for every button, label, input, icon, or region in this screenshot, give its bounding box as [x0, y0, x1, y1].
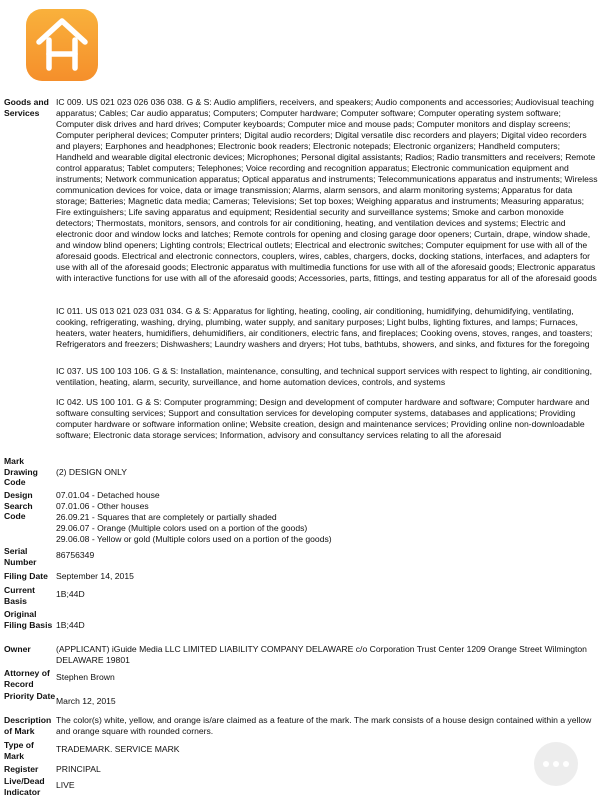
current-basis-label: Current Basis	[4, 585, 36, 606]
house-h-icon	[26, 9, 98, 81]
goods-services-label: Goods and Services	[4, 97, 49, 118]
description-label: Description of Mark	[4, 715, 52, 736]
filing-date-label: Filing Date	[4, 571, 48, 581]
goods-services-row	[4, 97, 598, 297]
mark-drawing-code-label: Mark Drawing Code	[4, 456, 38, 488]
design-search-code-label: Design Search Code	[4, 490, 33, 522]
more-options-icon-dot	[553, 761, 559, 767]
goods-services-ic009: IC 009. US 021 023 026 036 038. G & S: Audio amplifiers, receivers, and speakers; Audio components and accessories; Audiovisual teaching apparatus; Cables; Car audio apparatus; Computers; Computer hardware; Computer software; Computer operating system software; Computer disk drives and hard drives; Computer keyboards; Computer mice and mouse pads; Computer monitors and display screens; Computer peripheral devices; Computer printers; Digital audio recorders; Digital versatile disc recorders and players; Digital video recorders and players; Earphones and headphones; Electronic book readers; Electronic notepads; Electronic organizers; Handheld computers; Handheld and wearable digital electronic devices; Microphones; Personal digital assistants; Radios; Radio transmitters and receivers; Remote control apparatus; Tablet computers; Telephones; Voice recording and recognition apparatus; Electronic communication equipment and instruments; Network communication apparatus; Optical apparatus and instruments; Telecommunications apparatus and instruments; Wireless communication devices for voice, data or image transmission; Alarms, alarm sensors, and alarm monitoring systems; Apparatus for data storage; Batteries; Magnetic data media; Cameras; Televisions; Set top boxes; Weighing apparatus and instruments; Measuring apparatus; Fire extinguishers; Life saving apparatus and equipment; Residential security and surveillance systems; Smoke and carbon monoxide detectors; Thermostats, monitors, sensors, and controls for air conditioning, heating, and ventilation devices and systems; Electric and electronic door and window locks and latches; Remote controls for opening and closing garage door openers; Curtain, drape, window shade, and window blind openers; Lighting controls; Electrical outlets; Electrical and electronic switches; Computer equipment for use with all of the aforesaid goods. Electrical and electronic connectors, couplers, wires, cables, chargers, docks, docking stations, interfaces, and adapters for use with all of the aforesaid goods; Electronic apparatus with multimedia functions for use with all of the aforesaid goods; Electronic apparatus with interactive functions for use with all of the aforesaid goods; Accessories, parts, fittings, and testing apparatus for all of the aforesaid goods	[56, 97, 598, 283]
type-of-mark-value: TRADEMARK. SERVICE MARK	[56, 744, 180, 754]
design-code-line: 07.01.04 - Detached house	[56, 490, 160, 500]
type-of-mark-label: Type of Mark	[4, 740, 34, 761]
design-code-line: 29.06.08 - Yellow or gold (Multiple colors used on a portion of the goods)	[56, 534, 332, 544]
original-filing-basis-value: 1B;44D	[56, 620, 85, 630]
live-dead-value: LIVE	[56, 780, 75, 790]
serial-number-value: 86756349	[56, 550, 95, 560]
mark-drawing-code-value: (2) DESIGN ONLY	[56, 467, 127, 477]
register-value: PRINCIPAL	[56, 764, 101, 774]
priority-date-label: Priority Date	[4, 691, 56, 701]
attorney-label: Attorney of Record	[4, 668, 50, 689]
design-search-code-value	[56, 490, 598, 545]
goods-services-ic011: IC 011. US 013 021 023 031 034. G & S: Apparatus for lighting, heating, cooling, air conditioning, humidifying, dehumidifying, ventilating, cooking, refrigerating, washing, drying, plumbing, water supply, and sanitary purposes; Light bulbs, lighting fixtures, and lamps; Furnaces, heaters, water heaters, humidifiers, dehumidifiers, air conditioners, electric fans, and fireplaces; Cooking ovens, stoves, ranges, and toasters; Refrigerators and freezers; Dishwashers; Laundry washers and dryers; Hot tubs, bathtubs, showers, and sinks, and fixtures for the foregoing	[56, 306, 593, 349]
original-filing-basis-label: Original Filing Basis	[4, 609, 53, 630]
goods-services-ic037: IC 037. US 100 103 106. G & S: Installation, maintenance, consulting, and technical support services with respect to lighting, air conditioning, ventilation, heating, alarm, security, surveillance, and home automation devices, controls, and systems	[56, 366, 592, 387]
more-options-button[interactable]	[534, 742, 578, 786]
serial-number-label: Serial Number	[4, 546, 37, 567]
live-dead-label: Live/Dead Indicator	[4, 776, 45, 797]
owner-value: (APPLICANT) iGuide Media LLC LIMITED LIABILITY COMPANY DELAWARE c/o Corporation Trust Center 1209 Orange Street Wilmington DELAWARE 19801	[56, 644, 587, 665]
filing-date-value: September 14, 2015	[56, 571, 134, 581]
register-label: Register	[4, 764, 39, 774]
goods-services-ic042: IC 042. US 100 101. G & S: Computer programming; Design and development of computer hardware and software; Computer hardware and software consulting services; Support and consultation services for developing computer systems, databases and applications; Providing computer hardware or software information online; Website creation, design and maintenance services; Providing online non-downloadable software; Electronic data storage services; Information, advisory and consultancy services relating to all the aforesaid	[56, 397, 590, 440]
current-basis-value: 1B;44D	[56, 589, 85, 599]
description-value: The color(s) white, yellow, and orange is/are claimed as a feature of the mark. The mark consists of a house design contained within a yellow and orange square with rounded corners.	[56, 715, 592, 736]
design-code-line: 07.01.06 - Other houses	[56, 501, 149, 511]
attorney-value: Stephen Brown	[56, 672, 115, 682]
more-options-icon-dot	[563, 761, 569, 767]
more-options-icon	[543, 761, 549, 767]
goods-services-value	[56, 97, 598, 284]
owner-label: Owner	[4, 644, 31, 654]
design-code-line: 26.09.21 - Squares that are completely or partially shaded	[56, 512, 277, 522]
design-code-line: 29.06.07 - Orange (Multiple colors used on a portion of the goods)	[56, 523, 308, 533]
trademark-logo-image	[26, 9, 98, 81]
priority-date-value: March 12, 2015	[56, 696, 116, 706]
